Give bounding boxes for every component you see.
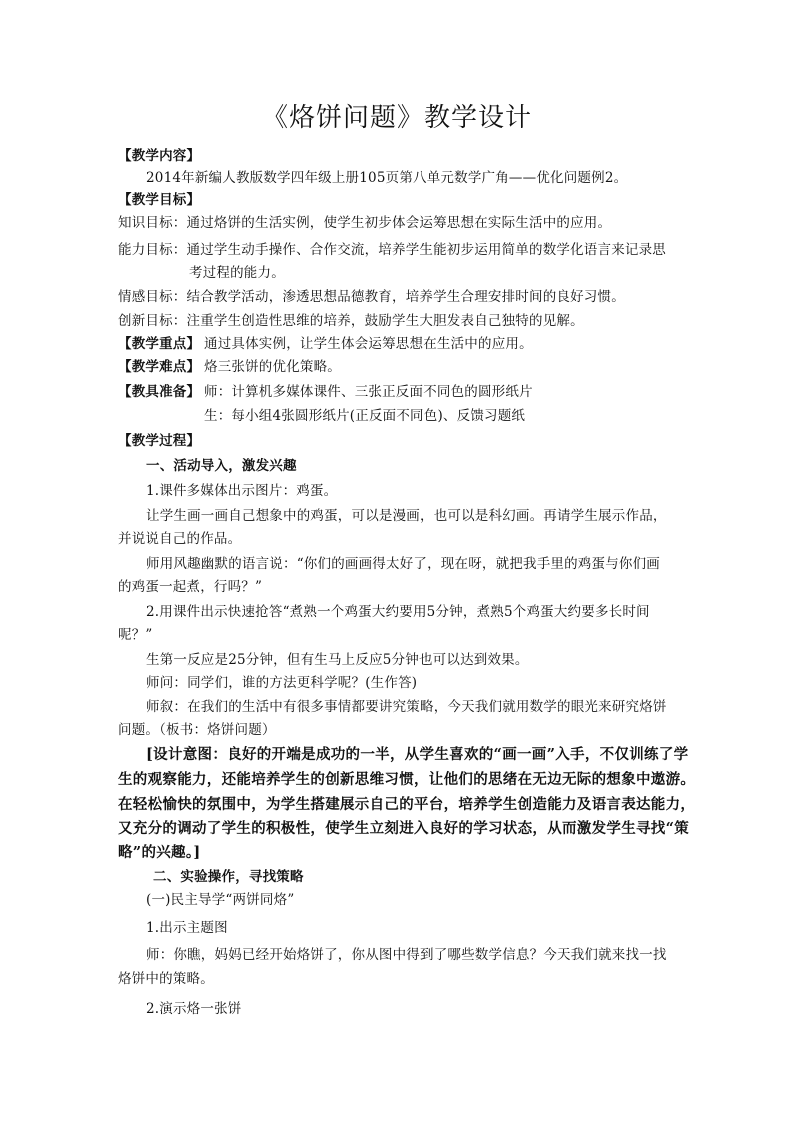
heading-difficulty: 【教学难点】 [118,359,201,375]
paragraph-teacher-narration-continued: 问题。（板书：烙饼问题） [118,722,276,738]
step-two-continued: 呢？” [118,627,153,643]
goal-innovation: 创新目标：注重学生创造性思维的培养，鼓励学生大胆发表自己独特的见解。 [118,313,584,329]
key-point-text: 通过具体实例，让学生体会运筹思想在生活中的应用。 [204,336,533,352]
heading-teaching-goals: 【教学目标】 [118,192,201,208]
step-one: 1.课件多媒体出示图片：鸡蛋。 [146,483,338,499]
paragraph-teacher-question: 师问：同学们，谁的方法更科学呢？(生作答) [146,675,418,691]
document-title: 《烙饼问题》教学设计 [261,103,532,133]
paragraph-teacher-humor-continued: 的鸡蛋一起煮，行吗？” [118,579,263,595]
step-two: 2.用课件出示快速抢答“煮熟一个鸡蛋大约要用5分钟，煮熟5个鸡蛋大约要多长时间 [146,604,650,620]
difficulty-text: 烙三张饼的优化策略。 [204,359,341,375]
heading-teaching-process: 【教学过程】 [118,433,201,449]
goal-emotion: 情感目标：结合教学活动，渗透思想品德教育，培养学生合理安排时间的良好习惯。 [118,289,625,305]
goal-ability: 能力目标：通过学生动手操作、合作交流，培养学生能初步运用简单的数学化语言来记录思 [118,242,666,258]
paragraph-teacher-look-continued: 烙饼中的策略。 [118,971,214,987]
paragraph-teacher-look: 师：你瞧，妈妈已经开始烙饼了，你从图中得到了哪些数学信息？今天我们就来找一找 [146,947,667,963]
paragraph-draw-egg: 让学生画一画自己想象中的鸡蛋，可以是漫画，也可以是科幻画。再请学生展示作品， [146,508,667,524]
design-intent-line-3: 在轻松愉快的氛围中，为学生搭建展示自己的平台，培养学生创造能力及语言表达能力， [118,796,696,813]
heading-teaching-content: 【教学内容】 [118,148,201,164]
materials-student: 生：每小组4张圆形纸片(正反面不同色)、反馈习题纸 [204,408,526,424]
section-two-heading: 二、实验操作，寻找策略 [153,869,304,885]
design-intent-line-1: [设计意图：良好的开端是成功的一半，从学生喜欢的“画一画”入手，不仅训练了学 [146,746,689,763]
paragraph-teacher-narration: 师叙：在我们的生活中有很多事情都要讲究策略，今天我们就用数学的眼光来研究烙饼 [146,699,667,715]
materials-teacher: 师：计算机多媒体课件、三张正反面不同色的圆形纸片 [204,384,533,400]
step-demo-one-pancake: 2.演示烙一张饼 [146,1001,242,1017]
goal-ability-continued: 考过程的能力。 [189,265,285,281]
design-intent-line-4: 又充分的调动了学生的积极性，使学生立刻进入良好的学习状态，从而激发学生寻找“策 [118,820,690,837]
paragraph-draw-egg-continued: 并说说自己的作品。 [118,531,242,547]
subsection-one-heading: (一)民主导学“两饼同烙” [146,892,295,908]
goal-knowledge: 知识目标：通过烙饼的生活实例，使学生初步体会运筹思想在实际生活中的应用。 [118,215,612,231]
design-intent-line-5: 略”的兴趣。] [118,844,201,861]
heading-materials: 【教具准备】 [118,384,201,400]
paragraph-student-reaction: 生第一反应是25分钟，但有生马上反应5分钟也可以达到效果。 [146,652,529,668]
design-intent-line-2: 生的观察能力，还能培养学生的创新思维习惯，让他们的思绪在无边无际的想象中遨游。 [118,771,696,788]
section-one-heading: 一、活动导入，激发兴趣 [146,458,297,474]
content-paragraph: 2014年新编人教版数学四年级上册105页第八单元数学广角——优化问题例2。 [146,170,628,186]
heading-key-point: 【教学重点】 [118,336,201,352]
paragraph-teacher-humor: 师用风趣幽默的语言说：“你们的画画得太好了，现在呀，就把我手里的鸡蛋与你们画 [146,556,661,572]
step-show-picture: 1.出示主题图 [146,920,228,936]
